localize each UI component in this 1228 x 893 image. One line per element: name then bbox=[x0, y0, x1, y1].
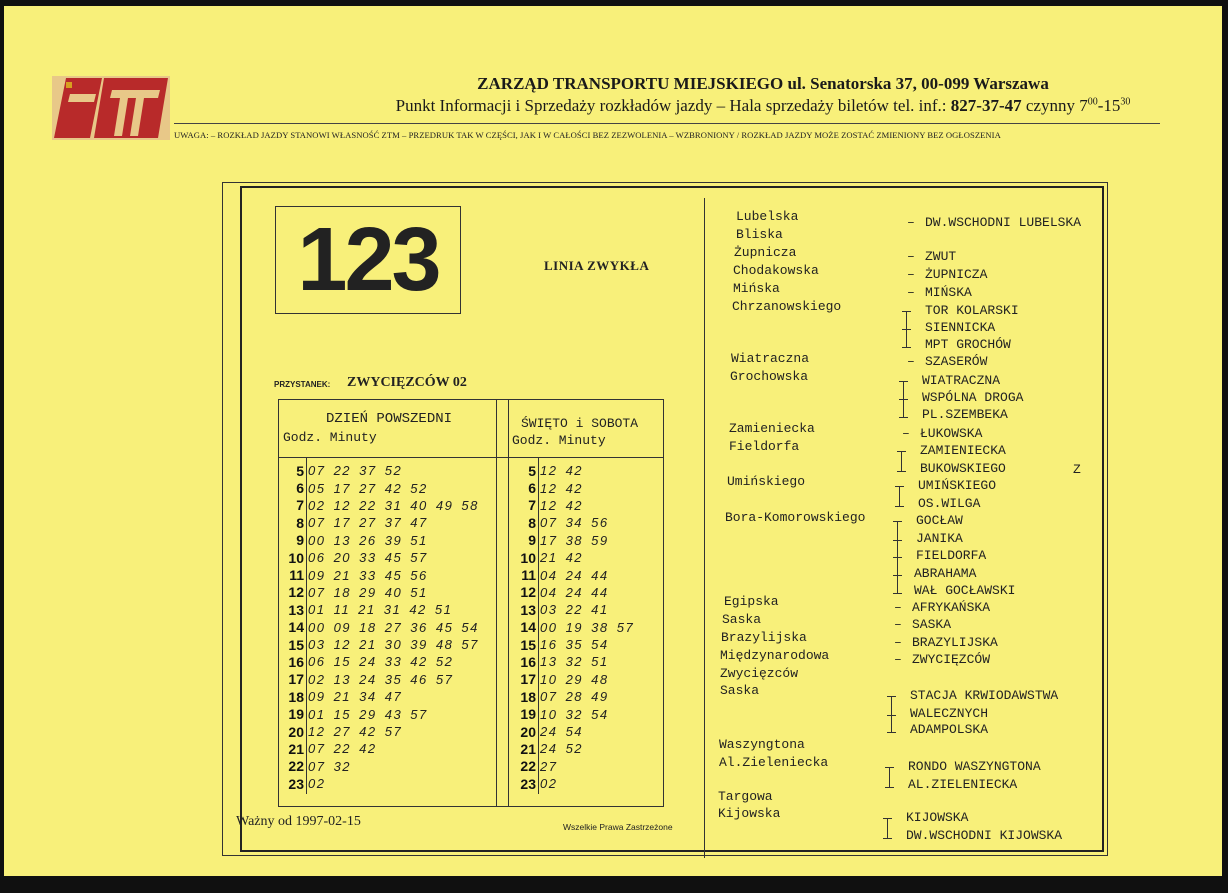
hour-cell: 15 bbox=[288, 636, 304, 653]
route-bracket-tick bbox=[893, 557, 902, 558]
minutes-cell: 09 21 33 45 56 bbox=[308, 567, 428, 583]
timetable-row bbox=[508, 775, 634, 792]
timetable-row bbox=[508, 758, 634, 775]
minutes-cell: 05 17 27 42 52 bbox=[308, 480, 428, 496]
hour-cell: 6 bbox=[528, 480, 536, 497]
minutes-cell: 24 54 bbox=[540, 724, 584, 740]
hour-cell: 21 bbox=[520, 740, 536, 757]
timetable-row bbox=[276, 653, 479, 670]
minutes-cell: 12 42 bbox=[540, 497, 584, 513]
minutes-cell: 02 12 22 31 40 49 58 bbox=[308, 497, 479, 513]
minutes-cell: 12 42 bbox=[540, 463, 584, 479]
holiday-rows bbox=[508, 462, 634, 792]
route-bracket-tick bbox=[885, 787, 894, 788]
holiday-subtitle: Godz. Minuty bbox=[512, 433, 606, 448]
stop-label: PRZYSTANEK: bbox=[274, 380, 331, 389]
line-number-box bbox=[275, 206, 461, 314]
route-stop: WIATRACZNA bbox=[922, 373, 1001, 388]
route-street: Waszyngtona bbox=[719, 737, 805, 752]
timetable-row bbox=[508, 705, 634, 722]
route-bracket-tick bbox=[887, 696, 896, 697]
route-stop: DW.WSCHODNI KIJOWSKA bbox=[906, 828, 1063, 843]
minutes-cell: 06 15 24 33 42 52 bbox=[308, 654, 454, 670]
timetable-row bbox=[276, 619, 479, 636]
route-street: Targowa bbox=[718, 789, 773, 804]
subtitle-text: Punkt Informacji i Sprzedaży rozkładów jazdy – Hala sprzedaży biletów tel. inf.: bbox=[395, 96, 947, 115]
route-dash: – bbox=[907, 215, 915, 230]
minutes-cell: 10 29 48 bbox=[540, 671, 609, 687]
minutes-cell: 12 27 42 57 bbox=[308, 724, 403, 740]
route-stop: ZAMIENIECKA bbox=[920, 443, 1006, 458]
valid-from: Ważny od 1997-02-15 bbox=[236, 814, 361, 829]
hour-cell: 17 bbox=[288, 671, 304, 688]
timetable-row bbox=[276, 775, 479, 792]
hour-cell: 19 bbox=[520, 706, 536, 723]
route-dash: – bbox=[894, 617, 902, 632]
route-street: Saska bbox=[720, 683, 760, 698]
minutes-cell: 06 20 33 45 57 bbox=[308, 550, 428, 566]
route-bracket-tick bbox=[893, 593, 902, 594]
hour-cell: 23 bbox=[520, 775, 536, 792]
minutes-cell: 09 21 34 47 bbox=[308, 689, 403, 705]
hour-cell: 5 bbox=[296, 462, 304, 479]
route-bracket-tick bbox=[887, 732, 896, 733]
route-stop: MPT GROCHÓW bbox=[925, 337, 1011, 352]
timetable-row bbox=[276, 549, 479, 566]
minutes-cell: 07 22 37 52 bbox=[308, 463, 403, 479]
route-street: Wiatraczna bbox=[731, 351, 810, 366]
timetable-row bbox=[276, 758, 479, 775]
route-stop: TOR KOLARSKI bbox=[925, 303, 1019, 318]
minutes-cell: 03 12 21 30 39 48 57 bbox=[308, 637, 479, 653]
timetable-row bbox=[508, 688, 634, 705]
timetable-row bbox=[508, 549, 634, 566]
route-bracket-tick bbox=[885, 767, 894, 768]
route-stop: AFRYKAŃSKA bbox=[912, 600, 991, 615]
minutes-cell: 13 32 51 bbox=[540, 654, 609, 670]
route-street: Międzynarodowa bbox=[720, 648, 830, 663]
minutes-cell: 07 18 29 40 51 bbox=[308, 584, 428, 600]
route-stop: DW.WSCHODNI LUBELSKA bbox=[925, 215, 1082, 230]
route-bracket-tick bbox=[897, 451, 906, 452]
minutes-cell: 01 15 29 43 57 bbox=[308, 706, 428, 722]
route-dash: – bbox=[894, 652, 902, 667]
route-street: Umińskiego bbox=[727, 474, 806, 489]
line-type: LINIA ZWYKŁA bbox=[544, 258, 650, 273]
route-street: Chrzanowskiego bbox=[732, 299, 842, 314]
hour-cell: 20 bbox=[520, 723, 536, 740]
route-stop: ŁUKOWSKA bbox=[920, 426, 983, 441]
hour-cell: 8 bbox=[528, 514, 536, 531]
route-street: Al.Zieleniecka bbox=[719, 755, 829, 770]
minutes-cell: 21 42 bbox=[540, 550, 584, 566]
timetable-row bbox=[276, 723, 479, 740]
route-bracket bbox=[891, 696, 892, 732]
route-bracket-tick bbox=[902, 311, 911, 312]
route-street: Egipska bbox=[724, 594, 779, 609]
route-stop: OS.WILGA bbox=[918, 496, 981, 511]
phone-number: 827-37-47 bbox=[950, 96, 1022, 115]
route-street: Mińska bbox=[733, 281, 780, 296]
route-street: Lubelska bbox=[736, 209, 799, 224]
minutes-cell: 27 bbox=[540, 758, 558, 774]
route-stop: ZWYCIĘZCÓW bbox=[912, 652, 991, 667]
hour-cell: 20 bbox=[288, 723, 304, 740]
minutes-cell: 02 13 24 35 46 57 bbox=[308, 671, 454, 687]
route-stop: ŻUPNICZA bbox=[925, 267, 988, 282]
route-street: Grochowska bbox=[730, 369, 809, 384]
route-street: Żupnicza bbox=[734, 245, 797, 260]
route-street: Bliska bbox=[736, 227, 783, 242]
hour-cell: 14 bbox=[520, 619, 536, 636]
route-stop: UMIŃSKIEGO bbox=[918, 478, 997, 493]
rights-text: Wszelkie Prawa Zastrzeżone bbox=[563, 822, 673, 832]
route-bracket-tick bbox=[895, 506, 904, 507]
route-bracket-tick bbox=[899, 399, 908, 400]
route-stop: GOCŁAW bbox=[916, 513, 963, 528]
route-stop: ZWUT bbox=[925, 249, 957, 264]
route-bracket-tick bbox=[897, 471, 906, 472]
hour-cell: 9 bbox=[528, 532, 536, 549]
timetable-row bbox=[508, 497, 634, 514]
route-street: Fieldorfa bbox=[729, 439, 800, 454]
hour-cell: 5 bbox=[528, 462, 536, 479]
hour-cell: 7 bbox=[296, 497, 304, 514]
timetable-row bbox=[276, 566, 479, 583]
route-street: Zamieniecka bbox=[729, 421, 815, 436]
route-stop: SZASERÓW bbox=[925, 354, 988, 369]
route-stop: WALECZNYCH bbox=[910, 706, 989, 721]
hour-cell: 16 bbox=[520, 653, 536, 670]
route-stop: WAŁ GOCŁAWSKI bbox=[914, 583, 1016, 598]
minutes-cell: 12 42 bbox=[540, 480, 584, 496]
z-mark: Z bbox=[1073, 462, 1081, 477]
hour-cell: 14 bbox=[288, 619, 304, 636]
hour-cell: 9 bbox=[296, 532, 304, 549]
timetable-row bbox=[508, 653, 634, 670]
route-bracket-tick bbox=[895, 486, 904, 487]
route-stop: SASKA bbox=[912, 617, 952, 632]
timetable-row bbox=[508, 601, 634, 618]
route-stop: ABRAHAMA bbox=[914, 566, 977, 581]
minutes-cell: 01 11 21 31 42 51 bbox=[308, 602, 453, 618]
minutes-cell: 07 28 49 bbox=[540, 689, 609, 705]
minutes-cell: 00 19 38 57 bbox=[540, 619, 635, 635]
route-street: Zwycięzców bbox=[720, 666, 799, 681]
header-rule bbox=[174, 123, 1160, 124]
route-stop: MIŃSKA bbox=[925, 285, 972, 300]
route-stop: JANIKA bbox=[916, 531, 963, 546]
hour-cell: 12 bbox=[520, 584, 536, 601]
timetable-row bbox=[276, 462, 479, 479]
route-stop: KIJOWSKA bbox=[906, 810, 969, 825]
route-bracket bbox=[901, 451, 902, 471]
hour-cell: 19 bbox=[288, 706, 304, 723]
header-separator bbox=[279, 457, 663, 458]
timetable-row bbox=[508, 584, 634, 601]
route-dash: – bbox=[907, 285, 915, 300]
hour-cell: 17 bbox=[520, 671, 536, 688]
minutes-cell: 10 32 54 bbox=[540, 706, 609, 722]
route-stop: ADAMPOLSKA bbox=[910, 722, 989, 737]
hour-cell: 22 bbox=[520, 758, 536, 775]
hour-cell: 23 bbox=[288, 775, 304, 792]
hour-cell: 6 bbox=[296, 480, 304, 497]
route-street: Bora-Komorowskiego bbox=[725, 510, 866, 525]
timetable-row bbox=[508, 619, 634, 636]
route-bracket-tick bbox=[893, 575, 902, 576]
timetable-row bbox=[276, 601, 479, 618]
timetable-row bbox=[508, 532, 634, 549]
weekday-rows bbox=[276, 462, 479, 792]
minutes-cell: 02 bbox=[540, 776, 558, 792]
minutes-cell: 04 24 44 bbox=[540, 567, 609, 583]
route-dash: – bbox=[907, 249, 915, 264]
route-bracket-tick bbox=[902, 329, 911, 330]
weekday-subtitle: Godz. Minuty bbox=[283, 430, 377, 445]
hour-cell: 8 bbox=[296, 514, 304, 531]
minutes-cell: 07 22 42 bbox=[308, 741, 377, 757]
route-bracket-tick bbox=[893, 521, 902, 522]
hour-cell: 13 bbox=[288, 601, 304, 618]
hours-sep: -15 bbox=[1097, 96, 1121, 115]
stop-name: ZWYCIĘZCÓW 02 bbox=[347, 375, 467, 390]
minutes-cell: 17 38 59 bbox=[540, 532, 609, 548]
hour-cell: 13 bbox=[520, 601, 536, 618]
weekday-title: DZIEŃ POWSZEDNI bbox=[326, 411, 453, 427]
line-number: 123 bbox=[297, 209, 439, 310]
timetable-row bbox=[508, 740, 634, 757]
route-stop: STACJA KRWIODAWSTWA bbox=[910, 688, 1059, 703]
timetable-row bbox=[276, 740, 479, 757]
minutes-cell: 03 22 41 bbox=[540, 602, 609, 618]
route-stop: WSPÓLNA DROGA bbox=[922, 390, 1024, 405]
route-stop: PL.SZEMBEKA bbox=[922, 407, 1008, 422]
route-dash: – bbox=[902, 426, 910, 441]
route-bracket bbox=[887, 818, 888, 838]
hour-cell: 16 bbox=[288, 653, 304, 670]
route-bracket-tick bbox=[883, 838, 892, 839]
timetable-row bbox=[508, 723, 634, 740]
timetable-row bbox=[508, 514, 634, 531]
minutes-cell: 04 24 44 bbox=[540, 584, 609, 600]
timetable-row bbox=[508, 671, 634, 688]
minutes-cell: 07 32 bbox=[308, 758, 352, 774]
minutes-cell: 24 52 bbox=[540, 741, 584, 757]
timetable-row bbox=[508, 479, 634, 496]
header-subtitle bbox=[4, 96, 1222, 116]
route-dash: – bbox=[907, 354, 915, 369]
route-stop: RONDO WASZYNGTONA bbox=[908, 759, 1041, 774]
hour-cell: 12 bbox=[288, 584, 304, 601]
route-street: Saska bbox=[722, 612, 762, 627]
route-dash: – bbox=[907, 267, 915, 282]
timetable-row bbox=[508, 462, 634, 479]
hours-from-sup: 00 bbox=[1087, 96, 1098, 108]
hours-to-sup: 30 bbox=[1120, 96, 1131, 108]
hour-cell: 11 bbox=[521, 567, 536, 584]
panel-divider bbox=[704, 198, 705, 858]
route-bracket-tick bbox=[899, 381, 908, 382]
minutes-cell: 07 17 27 37 47 bbox=[308, 515, 428, 531]
route-dash: – bbox=[894, 635, 902, 650]
hour-cell: 15 bbox=[520, 636, 536, 653]
route-dash: – bbox=[894, 600, 902, 615]
timetable-row bbox=[276, 497, 479, 514]
hour-cell: 7 bbox=[528, 497, 536, 514]
route-stop: AL.ZIELENIECKA bbox=[908, 777, 1018, 792]
hour-cell: 18 bbox=[520, 688, 536, 705]
hour-cell: 21 bbox=[288, 740, 304, 757]
route-street: Kijowska bbox=[718, 806, 781, 821]
minutes-cell: 07 34 56 bbox=[540, 515, 609, 531]
route-street: Chodakowska bbox=[733, 263, 819, 278]
route-bracket bbox=[899, 486, 900, 506]
minutes-cell: 00 13 26 39 51 bbox=[308, 532, 428, 548]
holiday-title: ŚWIĘTO i SOBOTA bbox=[521, 416, 639, 431]
hour-cell: 22 bbox=[288, 758, 304, 775]
route-stop: BUKOWSKIEGO bbox=[920, 461, 1006, 476]
timetable-row bbox=[276, 479, 479, 496]
hour-cell: 18 bbox=[288, 688, 304, 705]
minutes-cell: 00 09 18 27 36 45 54 bbox=[308, 619, 479, 635]
route-bracket-tick bbox=[883, 818, 892, 819]
route-stop: SIENNICKA bbox=[925, 320, 996, 335]
route-bracket-tick bbox=[899, 417, 908, 418]
route-stop: BRAZYLIJSKA bbox=[912, 635, 998, 650]
timetable-row bbox=[276, 532, 479, 549]
route-bracket bbox=[889, 767, 890, 787]
minutes-cell: 16 35 54 bbox=[540, 637, 609, 653]
timetable-row bbox=[508, 566, 634, 583]
timetable-row bbox=[276, 514, 479, 531]
route-bracket-tick bbox=[887, 715, 896, 716]
route-bracket-tick bbox=[893, 540, 902, 541]
timetable-row bbox=[276, 671, 479, 688]
header-title: ZARZĄD TRANSPORTU MIEJSKIEGO ul. Senatorska 37, 00-099 Warszawa bbox=[477, 74, 1049, 93]
hour-cell: 11 bbox=[289, 567, 304, 584]
timetable-row bbox=[276, 705, 479, 722]
timetable-row bbox=[508, 636, 634, 653]
timetable-row bbox=[276, 584, 479, 601]
timetable-row bbox=[276, 636, 479, 653]
route-street: Brazylijska bbox=[721, 630, 807, 645]
column-separator bbox=[496, 400, 497, 806]
hour-cell: 10 bbox=[288, 549, 304, 566]
timetable-row bbox=[276, 688, 479, 705]
minutes-cell: 02 bbox=[308, 776, 326, 792]
warning-text: UWAGA: – ROZKŁAD JAZDY STANOWI WŁASNOŚĆ ZTM – PRZEDRUK TAK W CZĘŚCI, JAK I W CAŁOŚCI BEZ ZEZWOLENIA – WZBRONIONY / ROZKŁAD JAZDY MOŻE ZOSTAĆ ZMIENIONY BEZ OGŁOSZENIA bbox=[174, 130, 1001, 140]
hours-text: czynny 7 bbox=[1025, 96, 1088, 115]
route-bracket-tick bbox=[902, 347, 911, 348]
hour-cell: 10 bbox=[520, 549, 536, 566]
route-stop: FIELDORFA bbox=[916, 548, 987, 563]
